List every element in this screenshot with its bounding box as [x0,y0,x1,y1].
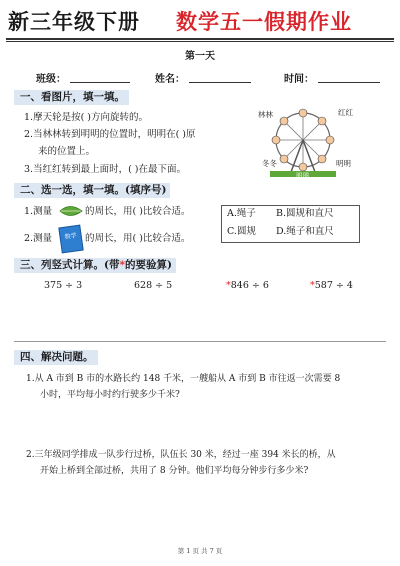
question-2-2-post: 的周长，用( )比较合适。 [85,233,191,244]
class-field[interactable] [70,82,130,83]
option-d: D.绳子和直尺 [276,226,334,237]
name-label: 姓名： [155,74,185,85]
page-footer: 第 1 页 共 7 页 [177,547,223,555]
question-1-2-cont: 来的位置上。 [38,146,96,157]
day-label: 第一天 [185,51,215,62]
calc-problem-4 [310,280,353,292]
page-title-highlight: 数学五一假期作业 [176,9,352,34]
calc-expr: 846 ÷ 6 [230,280,269,291]
calc-star: * [226,280,231,291]
title-divider-thin [6,41,394,42]
wheel-label-lili: 丽丽 [296,171,309,179]
leaf-icon [58,203,84,219]
math-book-label: 数学 [64,232,78,241]
question-2-2-pre: 2.测量 [24,233,53,244]
calc-problem-2 [134,280,172,292]
section-3-heading-pre: 三、列竖式计算。(带 [20,259,120,271]
wheel-label-honghong: 红红 [338,108,353,117]
section-3-heading-star: * [119,259,125,271]
word-problem-2: 2.三年级同学排成一队步行过桥，队伍长 30 米，经过一座 394 米长的桥，从 [26,450,336,460]
option-b: B.圆规和直尺 [276,208,334,219]
wheel-label-mingming: 明明 [336,159,351,168]
wheel-label-dongdong: 冬冬 [262,159,277,168]
class-label: 班级： [36,74,66,85]
calc-expr: 375 ÷ 3 [44,280,83,291]
section-4-heading: 四、解决问题。 [14,350,98,365]
section-3-heading-post: 的要验算) [124,259,172,271]
time-label: 时间： [284,74,314,85]
calc-problem-1 [44,280,82,292]
option-c: C.圆规 [227,226,256,237]
calc-problem-3 [226,280,269,292]
title-divider [6,38,394,40]
question-1-3: 3.当红红转到最上面时，( )在最下面。 [24,164,186,175]
ferris-wheel-icon [270,109,336,177]
section-1-heading: 一、看图片，填一填。 [14,90,129,105]
wheel-label-linlin: 林林 [258,110,273,119]
word-problem-2-cont: 开始上桥到全部过桥，共用了 8 分钟。他们平均每分钟步行多少米? [40,466,309,476]
name-field[interactable] [189,82,251,83]
question-2-1-post: 的周长，用( )比较合适。 [85,206,191,217]
option-a: A.绳子 [227,208,256,219]
ferris-wheel-illustration [256,98,366,180]
time-field[interactable] [318,82,380,83]
math-book-icon [58,225,83,254]
page-title-main: 新三年级下册 [8,9,140,34]
calc-expr: 587 ÷ 4 [314,280,353,291]
word-problem-1-cont: 小时，平均每小时约行驶多少千米? [40,390,180,400]
question-2-1-pre: 1.测量 [24,206,53,217]
section-divider [14,341,386,342]
calc-expr: 628 ÷ 5 [134,280,173,291]
question-1-2: 2.当林林转到明明的位置时，明明在( )原 [24,129,196,140]
question-1-1: 1.摩天轮是按( )方向旋转的。 [24,112,148,123]
section-2-heading: 二、选一选，填一填。(填序号) [14,183,170,198]
word-problem-1: 1.从 A 市到 B 市的水路长约 148 千米，一艘船从 A 市到 B 市往返一次需要 8 [26,374,341,384]
calc-star: * [310,280,315,291]
section-3-heading [14,258,176,273]
